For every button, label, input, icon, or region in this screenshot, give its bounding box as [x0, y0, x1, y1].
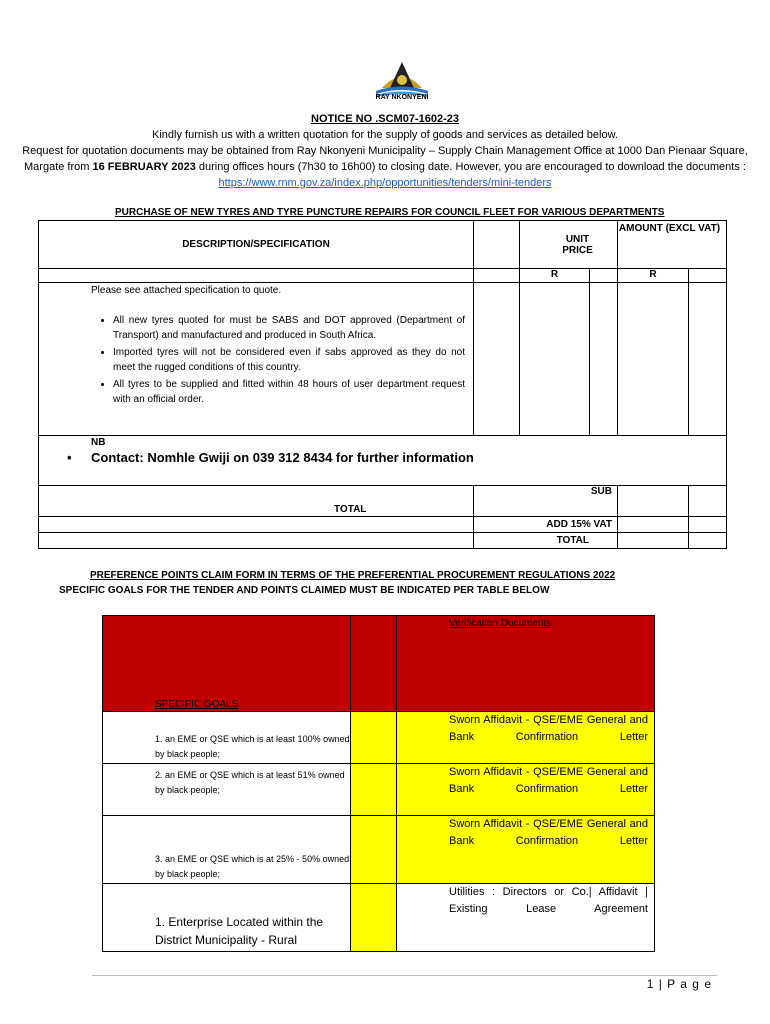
contact-text: Contact: Nomhle Gwiji on 039 312 8434 for further information — [91, 450, 474, 465]
purchase-title: PURCHASE OF NEW TYRES AND TYRE PUNCTURE REPAIRS FOR COUNCIL FLEET FOR VARIOUS DEPARTMENTS — [115, 207, 665, 218]
verification-row-1: Sworn Affidavit - QSE/EME General and Bank Confirmation Letter — [397, 712, 655, 764]
bullet-icon: • — [67, 450, 72, 465]
goals-header-label: SPECIFIC GOALS — [155, 699, 239, 710]
header-unit-price: UNIT PRICE — [520, 221, 618, 269]
header-description: DESCRIPTION/SPECIFICATION — [39, 221, 474, 269]
notice-number: NOTICE NO .SCM07-1602-23 — [311, 113, 459, 125]
spec-intro: Please see attached specification to quote. — [91, 285, 282, 296]
add-vat-label: ADD 15% VAT — [474, 517, 618, 533]
tenders-link[interactable]: https://www.rnm.gov.za/index.php/opportunities/tenders/mini-tenders — [218, 177, 552, 189]
logo-text: RAY NKONYENI — [375, 94, 429, 101]
spec-item: • Imported tyres will not be considered even if sabs approved as they do not meet the rugged conditions of this country. — [113, 345, 465, 375]
municipality-logo — [370, 58, 434, 110]
intro-line-1: Kindly furnish us with a written quotation for the supply of goods and services as detailed below. — [152, 129, 618, 141]
goals-header — [103, 616, 351, 712]
spec-item: • All new tyres quoted for must be SABS and DOT approved (Department of Transport) and manufactured and produced in South Africa. — [113, 313, 465, 343]
points-cell[interactable] — [351, 816, 397, 884]
purchase-table — [38, 220, 727, 549]
specific-goals-table — [102, 615, 655, 952]
points-cell[interactable] — [351, 884, 397, 952]
goal-row-3: 3. an EME or QSE which is at 25% - 50% owned by black people; — [103, 816, 351, 884]
preference-subtitle: SPECIFIC GOALS FOR THE TENDER AND POINTS CLAIMED MUST BE INDICATED PER TABLE BELOW — [59, 585, 550, 596]
footer-rule — [92, 975, 717, 976]
verification-row-2: Sworn Affidavit - QSE/EME General and Bank Confirmation Letter — [397, 764, 655, 816]
specification-cell — [39, 283, 474, 436]
contact-line — [67, 450, 726, 465]
verification-row-3: Sworn Affidavit - QSE/EME General and Bank Confirmation Letter — [397, 816, 655, 884]
intro-date: 16 FEBRUARY 2023 — [92, 161, 196, 173]
goal-row-1: 1. an EME or QSE which is at least 100% owned by black people; — [103, 712, 351, 764]
currency-amount: R — [618, 269, 689, 283]
page-number: 1 | P a g e — [646, 977, 712, 991]
verification-row-4: Utilities : Directors or Co.| Affidavit | Existing Lease Agreement — [397, 884, 655, 952]
verification-header — [397, 616, 655, 712]
sub-label: SUB — [474, 486, 618, 517]
spec-item: • All tyres to be supplied and fitted within 48 hours of user department request with an official order. — [113, 377, 465, 407]
nb-cell — [39, 436, 727, 486]
goal-row-4: 1. Enterprise Located within the District Municipality - Rural — [103, 884, 351, 952]
intro-text — [4, 127, 766, 191]
verification-header-label: Verification Documents — [449, 618, 552, 629]
total-left: TOTAL — [334, 504, 367, 515]
preference-title: PREFERENCE POINTS CLAIM FORM IN TERMS OF THE PREFERENTIAL PROCUREMENT REGULATIONS 2022 — [90, 570, 616, 581]
points-cell[interactable] — [351, 712, 397, 764]
grand-total-label: TOTAL — [474, 533, 618, 549]
spec-list — [91, 313, 465, 407]
currency-unit: R — [520, 269, 590, 283]
header-amount: AMOUNT (EXCL VAT) — [618, 221, 727, 269]
intro-line-2: Request for quotation documents may be obtained from Ray Nkonyeni Municipality – Supply Chain Management Office at 1000 Dan Pienaar Square, Margate from 16 FEBRUARY 2023 during offices hours (7h30 to 16h00) to closing date. However, you are encouraged to download the documents : https://www.rnm.gov.za/index.php/opportunities/tenders/mini-tenders — [22, 145, 748, 189]
goal-row-2: 2. an EME or QSE which is at least 51% owned by black people; — [103, 764, 351, 816]
points-cell[interactable] — [351, 764, 397, 816]
nb-label: NB — [91, 437, 106, 448]
